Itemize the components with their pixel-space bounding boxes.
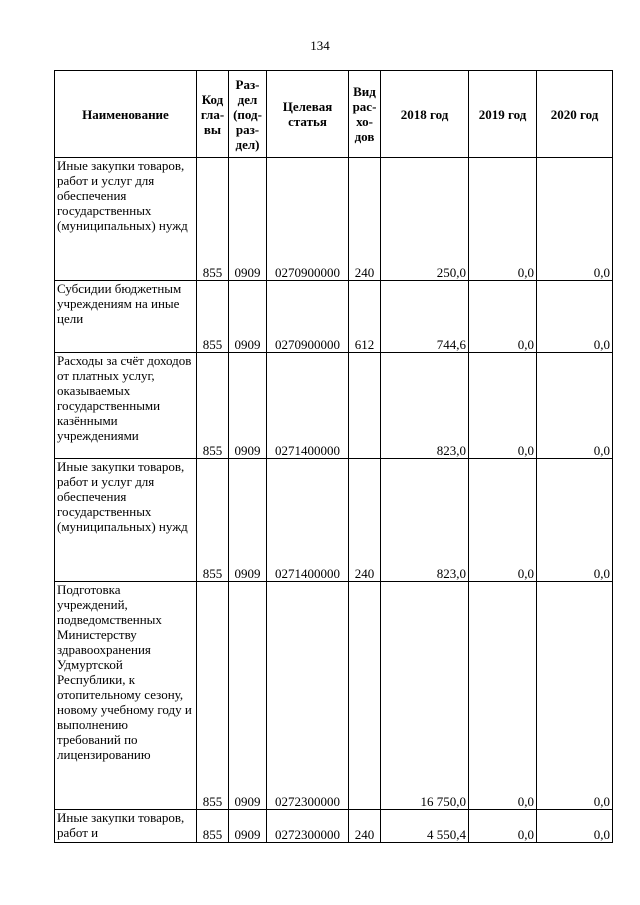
- row-section: 0909: [229, 810, 267, 843]
- row-2020: 0,0: [537, 810, 613, 843]
- row-section: 0909: [229, 582, 267, 810]
- row-2020: 0,0: [537, 353, 613, 459]
- row-article: 0270900000: [267, 158, 349, 281]
- row-expense-type: 240: [349, 459, 381, 582]
- row-2018: 823,0: [381, 459, 469, 582]
- row-article: 0271400000: [267, 353, 349, 459]
- table-row: [55, 353, 613, 459]
- header-article: Целевая статья: [267, 71, 349, 158]
- row-code: 855: [197, 158, 229, 281]
- row-name: Иные закупки товаров, работ и услуг для обеспечения государственных (муниципальных) нужд: [55, 459, 197, 582]
- row-2019: 0,0: [469, 158, 537, 281]
- row-name: Расходы за счёт доходов от платных услуг, оказываемых государственными казёнными учреждениями: [55, 353, 197, 459]
- row-section: 0909: [229, 281, 267, 353]
- row-2020: 0,0: [537, 281, 613, 353]
- row-code: 855: [197, 582, 229, 810]
- row-2018: 823,0: [381, 353, 469, 459]
- table-row: [55, 582, 613, 810]
- row-section: 0909: [229, 459, 267, 582]
- row-2018: 4 550,4: [381, 810, 469, 843]
- row-2020: 0,0: [537, 459, 613, 582]
- row-2018: 744,6: [381, 281, 469, 353]
- row-section: 0909: [229, 353, 267, 459]
- row-expense-type: 240: [349, 810, 381, 843]
- row-section: 0909: [229, 158, 267, 281]
- row-2018: 250,0: [381, 158, 469, 281]
- row-expense-type: 240: [349, 158, 381, 281]
- row-code: 855: [197, 459, 229, 582]
- page-number: 134: [310, 38, 330, 53]
- row-2020: 0,0: [537, 158, 613, 281]
- header-2018: 2018 год: [381, 71, 469, 158]
- header-section: Раз- дел (под- раз- дел): [229, 71, 267, 158]
- table-row: [55, 459, 613, 582]
- row-2019: 0,0: [469, 459, 537, 582]
- header-code: Код гла- вы: [197, 71, 229, 158]
- row-expense-type: [349, 582, 381, 810]
- row-name: Иные закупки товаров, работ и: [55, 810, 197, 843]
- row-name: Подготовка учреждений, подведомственных Министерству здравоохранения Удмуртской Республики, к отопительному сезону, новому учебному году и выполнению требований по лицензированию: [55, 582, 197, 810]
- row-code: 855: [197, 810, 229, 843]
- row-2019: 0,0: [469, 353, 537, 459]
- row-2019: 0,0: [469, 810, 537, 843]
- row-article: 0272300000: [267, 810, 349, 843]
- header-2020: 2020 год: [537, 71, 613, 158]
- row-expense-type: [349, 353, 381, 459]
- header-row: [55, 71, 613, 158]
- row-2019: 0,0: [469, 582, 537, 810]
- row-code: 855: [197, 281, 229, 353]
- header-2019: 2019 год: [469, 71, 537, 158]
- row-name: Иные закупки товаров, работ и услуг для обеспечения государственных (муниципальных) нужд: [55, 158, 197, 281]
- row-2019: 0,0: [469, 281, 537, 353]
- row-2020: 0,0: [537, 582, 613, 810]
- header-expense-type: Вид рас- хо- дов: [349, 71, 381, 158]
- row-article: 0272300000: [267, 582, 349, 810]
- row-name: Субсидии бюджетным учреждениям на иные цели: [55, 281, 197, 353]
- row-expense-type: 612: [349, 281, 381, 353]
- row-code: 855: [197, 353, 229, 459]
- table-row: [55, 281, 613, 353]
- row-article: 0271400000: [267, 459, 349, 582]
- table-row: [55, 810, 613, 843]
- row-article: 0270900000: [267, 281, 349, 353]
- header-name: Наименование: [55, 71, 197, 158]
- budget-table: [54, 70, 613, 843]
- row-2018: 16 750,0: [381, 582, 469, 810]
- table-row: [55, 158, 613, 281]
